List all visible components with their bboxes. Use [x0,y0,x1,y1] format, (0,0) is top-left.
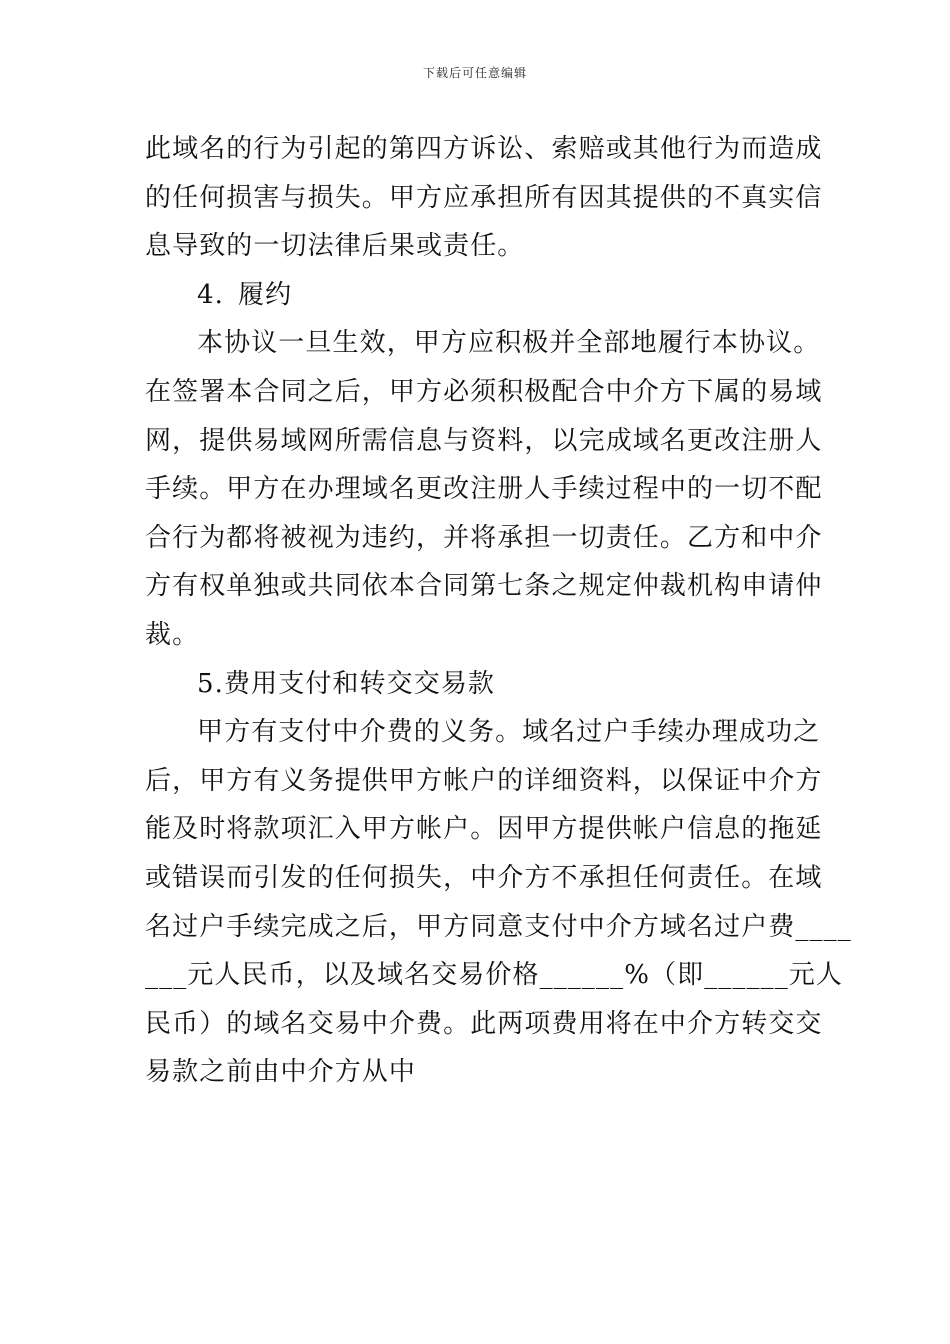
paragraph-line: 易款之前由中介方从中 [145,1057,417,1088]
paragraph-line: 网，提供易域网所需信息与资料，以完成域名更改注册人 [145,425,823,456]
paragraph-line: 手续。甲方在办理域名更改注册人手续过程中的一切不配 [145,474,823,505]
page-header: 下载后可任意编辑 [422,66,527,80]
document-body [145,125,852,1097]
section-heading-4 [145,271,810,320]
paragraph-line: 或错误而引发的任何损失，中介方不承担任何责任。在域 [145,862,823,893]
section-title: 费用支付和转交交易款 [224,668,496,699]
paragraph-line: 合行为都将被视为违约，并将承担一切责任。乙方和中介 [145,522,823,553]
paragraph-line: 能及时将款项汇入甲方帐户。因甲方提供帐户信息的拖延 [145,814,823,845]
paragraph-line: 后，甲方有义务提供甲方帐户的详细资料，以保证中介方 [145,765,823,796]
paragraph-line: 息导致的一切法律后果或责任。 [145,231,525,262]
section-number: 4. [197,279,225,310]
paragraph-line: 甲方有支付中介费的义务。域名过户手续办理成功之 [197,717,821,748]
paragraph-line: 方有权单独或共同依本合同第七条之规定仲裁机构申请仲 [145,571,823,602]
paragraph-line: 本协议一旦生效，甲方应积极并全部地履行本协议。 [197,328,821,359]
paragraph-line: 民币）的域名交易中介费。此两项费用将在中介方转交交 [145,1008,823,1039]
paragraph-line: 在签署本合同之后，甲方必须积极配合中介方下属的易域 [145,376,823,407]
paragraph-line: 此域名的行为引起的第四方诉讼、索赔或其他行为而造成 [145,134,823,164]
section-number: 5. [197,668,225,699]
paragraph-line: 的任何损害与损失。甲方应承担所有因其提供的不真实信 [145,182,823,213]
paragraph-line: ___元人民币，以及域名交易价格______%（即______元人 [145,960,844,991]
paragraph-line: 裁。 [145,619,200,650]
section-title: 履约 [238,279,293,310]
section-heading-5 [145,660,810,709]
paragraph-line: 名过户手续完成之后，甲方同意支付中介方域名过户费____ [145,911,852,942]
